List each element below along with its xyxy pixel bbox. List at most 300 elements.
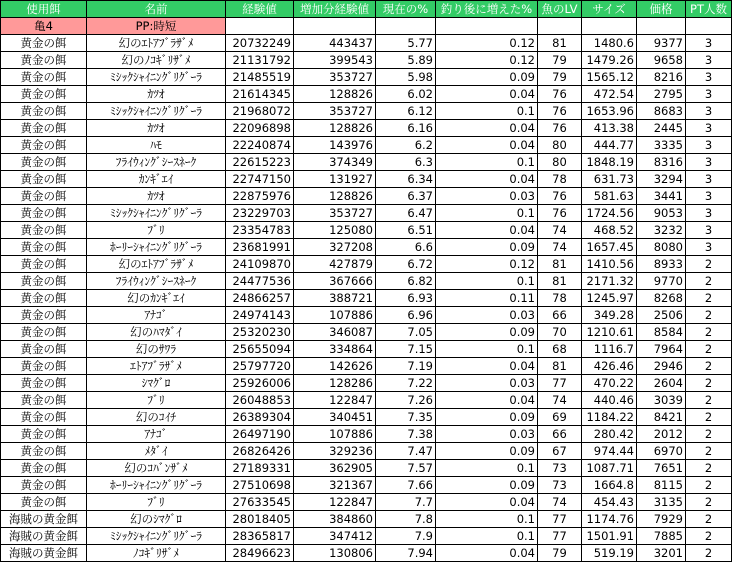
exp-gain-cell: 128286 [294,375,376,392]
bait-cell: 黄金の餌 [1,426,87,443]
bait-cell: 黄金の餌 [1,35,87,52]
exp-gain-cell: 374349 [294,154,376,171]
size-cell: 974.44 [582,443,637,460]
fish-name-cell: ｼﾏｸﾞﾛ [87,375,226,392]
percent-gain-cell: 0.1 [436,273,538,290]
size-cell: 468.52 [582,222,637,239]
size-cell: 1210.61 [582,324,637,341]
fish-name-cell: ﾌﾗｲｳｨﾝｸﾞｼｰｽﾈｰｸ [87,154,226,171]
empty-cell [226,18,294,35]
percent-gain-cell: 0.1 [436,205,538,222]
table-row [1,188,732,205]
party-size-cell: 2 [686,392,732,409]
fish-level-cell: 78 [538,171,582,188]
exp-cell: 22240874 [226,137,294,154]
exp-cell: 26497190 [226,426,294,443]
subheader-pp: PP:時短 [87,18,226,35]
header-name: 名前 [87,1,226,18]
exp-gain-cell: 340451 [294,409,376,426]
percent-gain-cell: 0.1 [436,341,538,358]
bait-cell: 黄金の餌 [1,358,87,375]
size-cell: 1174.76 [582,511,637,528]
fish-name-cell: ｶﾂｵ [87,188,226,205]
party-size-cell: 3 [686,52,732,69]
party-size-cell: 2 [686,341,732,358]
price-cell: 2604 [637,375,686,392]
bait-cell: 海賊の黄金餌 [1,511,87,528]
current-percent-cell: 7.9 [376,528,436,545]
table-row [1,307,732,324]
party-size-cell: 3 [686,103,732,120]
current-percent-cell: 6.82 [376,273,436,290]
fish-name-cell: ｶﾝｷﾞｴｲ [87,171,226,188]
exp-gain-cell: 353727 [294,103,376,120]
fish-name-cell: ｴﾄｱﾌﾞﾗｻﾞﾒ [87,358,226,375]
percent-gain-cell: 0.1 [436,154,538,171]
fish-level-cell: 66 [538,307,582,324]
fish-name-cell: ﾐｼｯｸｼｬｲﾆﾝｸﾞﾘｸﾞｰﾗ [87,103,226,120]
current-percent-cell: 7.57 [376,460,436,477]
fish-name-cell: 幻のｺﾊﾞﾝｻﾞﾒ [87,460,226,477]
percent-gain-cell: 0.1 [436,103,538,120]
table-row [1,324,732,341]
subheader-turtle: 亀4 [1,18,87,35]
fish-name-cell: ﾊﾓ [87,137,226,154]
fish-name-cell: ﾎｰﾘｰｼｬｲﾆﾝｸﾞﾘｸﾞｰﾗ [87,477,226,494]
exp-gain-cell: 128826 [294,120,376,137]
exp-cell: 28496623 [226,545,294,562]
party-size-cell: 2 [686,307,732,324]
bait-cell: 黄金の餌 [1,52,87,69]
table-row [1,256,732,273]
exp-cell: 27510698 [226,477,294,494]
size-cell: 1480.6 [582,35,637,52]
fish-name-cell: 幻のﾉｺｷﾞﾘｻﾞﾒ [87,52,226,69]
percent-gain-cell: 0.03 [436,375,538,392]
fish-name-cell: 幻のｴﾄｱﾌﾞﾗｻﾞﾒ [87,35,226,52]
party-size-cell: 3 [686,120,732,137]
size-cell: 413.38 [582,120,637,137]
fish-name-cell: 幻のｺｲﾁ [87,409,226,426]
fish-level-cell: 74 [538,222,582,239]
table-row [1,528,732,545]
size-cell: 2171.32 [582,273,637,290]
party-size-cell: 2 [686,545,732,562]
percent-gain-cell: 0.04 [436,392,538,409]
party-size-cell: 2 [686,528,732,545]
price-cell: 3232 [637,222,686,239]
size-cell: 1087.71 [582,460,637,477]
bait-cell: 黄金の餌 [1,375,87,392]
exp-cell: 27189331 [226,460,294,477]
exp-gain-cell: 347412 [294,528,376,545]
percent-gain-cell: 0.12 [436,52,538,69]
size-cell: 1724.56 [582,205,637,222]
party-size-cell: 2 [686,477,732,494]
exp-gain-cell: 388721 [294,290,376,307]
bait-cell: 黄金の餌 [1,409,87,426]
percent-gain-cell: 0.1 [436,511,538,528]
fish-level-cell: 69 [538,409,582,426]
price-cell: 2445 [637,120,686,137]
bait-cell: 黄金の餌 [1,188,87,205]
current-percent-cell: 6.6 [376,239,436,256]
bait-cell: 黄金の餌 [1,307,87,324]
fish-name-cell: ﾐｼｯｸｼｬｲﾆﾝｸﾞﾘｸﾞｰﾗ [87,528,226,545]
size-cell: 1657.45 [582,239,637,256]
fish-level-cell: 67 [538,443,582,460]
party-size-cell: 3 [686,137,732,154]
percent-gain-cell: 0.04 [436,358,538,375]
bait-cell: 黄金の餌 [1,341,87,358]
fish-name-cell: 幻のﾊﾏﾀﾞｲ [87,324,226,341]
fish-level-cell: 66 [538,426,582,443]
price-cell: 8316 [637,154,686,171]
bait-cell: 黄金の餌 [1,120,87,137]
table-row [1,205,732,222]
table-row [1,409,732,426]
percent-gain-cell: 0.04 [436,494,538,511]
percent-gain-cell: 0.1 [436,460,538,477]
bait-cell: 黄金の餌 [1,443,87,460]
empty-cell [436,18,538,35]
percent-gain-cell: 0.12 [436,256,538,273]
fish-level-cell: 77 [538,511,582,528]
header-exp: 経験値 [226,1,294,18]
table-row [1,273,732,290]
bait-cell: 黄金の餌 [1,137,87,154]
price-cell: 8421 [637,409,686,426]
exp-gain-cell: 128826 [294,86,376,103]
size-cell: 631.73 [582,171,637,188]
exp-gain-cell: 399543 [294,52,376,69]
fish-name-cell: ﾐｼｯｸｼｬｲﾆﾝｸﾞﾘｸﾞｰﾗ [87,69,226,86]
table-row [1,137,732,154]
price-cell: 9377 [637,35,686,52]
size-cell: 440.46 [582,392,637,409]
bait-cell: 黄金の餌 [1,86,87,103]
price-cell: 8115 [637,477,686,494]
price-cell: 9770 [637,273,686,290]
exp-gain-cell: 329236 [294,443,376,460]
fish-level-cell: 76 [538,120,582,137]
size-cell: 581.63 [582,188,637,205]
percent-gain-cell: 0.04 [436,137,538,154]
percent-gain-cell: 0.12 [436,35,538,52]
current-percent-cell: 6.02 [376,86,436,103]
exp-gain-cell: 142626 [294,358,376,375]
fish-name-cell: 幻のｴﾄｱﾌﾞﾗｻﾞﾒ [87,256,226,273]
size-cell: 472.54 [582,86,637,103]
current-percent-cell: 6.12 [376,103,436,120]
price-cell: 3201 [637,545,686,562]
size-cell: 1116.7 [582,341,637,358]
size-cell: 280.42 [582,426,637,443]
fish-name-cell: ﾎｰﾘｰｼｬｲﾆﾝｸﾞﾘｸﾞｰﾗ [87,239,226,256]
fish-name-cell: 幻のｼﾏｸﾞﾛ [87,511,226,528]
size-cell: 1245.97 [582,290,637,307]
current-percent-cell: 7.15 [376,341,436,358]
fish-level-cell: 77 [538,375,582,392]
exp-gain-cell: 443437 [294,35,376,52]
current-percent-cell: 6.51 [376,222,436,239]
exp-cell: 25320230 [226,324,294,341]
party-size-cell: 3 [686,188,732,205]
price-cell: 9658 [637,52,686,69]
fish-level-cell: 74 [538,239,582,256]
fish-name-cell: ｱﾅｺﾞ [87,307,226,324]
exp-gain-cell: 353727 [294,69,376,86]
subheader-row [1,18,732,35]
party-size-cell: 3 [686,86,732,103]
price-cell: 9053 [637,205,686,222]
party-size-cell: 2 [686,460,732,477]
fish-level-cell: 76 [538,86,582,103]
exp-gain-cell: 384860 [294,511,376,528]
exp-cell: 21131792 [226,52,294,69]
empty-cell [294,18,376,35]
fish-name-cell: ｱﾅｺﾞ [87,426,226,443]
party-size-cell: 2 [686,290,732,307]
bait-cell: 海賊の黄金餌 [1,545,87,562]
exp-cell: 22615223 [226,154,294,171]
fish-name-cell: ﾌﾗｲｳｨﾝｸﾞｼｰｽﾈｰｸ [87,273,226,290]
exp-gain-cell: 122847 [294,494,376,511]
fish-level-cell: 81 [538,256,582,273]
current-percent-cell: 7.38 [376,426,436,443]
table-row [1,103,732,120]
party-size-cell: 3 [686,239,732,256]
fish-level-cell: 80 [538,154,582,171]
price-cell: 2946 [637,358,686,375]
fish-level-cell: 73 [538,477,582,494]
price-cell: 7885 [637,528,686,545]
price-cell: 7964 [637,341,686,358]
exp-cell: 26826426 [226,443,294,460]
table-row [1,171,732,188]
current-percent-cell: 7.8 [376,511,436,528]
fish-level-cell: 74 [538,392,582,409]
size-cell: 519.19 [582,545,637,562]
bait-cell: 黄金の餌 [1,205,87,222]
price-cell: 3135 [637,494,686,511]
current-percent-cell: 5.77 [376,35,436,52]
fish-level-cell: 79 [538,69,582,86]
price-cell: 7651 [637,460,686,477]
header-price: 価格 [637,1,686,18]
current-percent-cell: 7.26 [376,392,436,409]
exp-gain-cell: 122847 [294,392,376,409]
current-percent-cell: 5.98 [376,69,436,86]
fish-name-cell: ﾌﾞﾘ [87,494,226,511]
fish-name-cell: ﾒﾀﾞｲ [87,443,226,460]
fish-level-cell: 76 [538,205,582,222]
current-percent-cell: 7.94 [376,545,436,562]
exp-cell: 26048853 [226,392,294,409]
size-cell: 1653.96 [582,103,637,120]
bait-cell: 黄金の餌 [1,171,87,188]
price-cell: 2012 [637,426,686,443]
fish-level-cell: 74 [538,494,582,511]
bait-cell: 黄金の餌 [1,69,87,86]
price-cell: 8584 [637,324,686,341]
table-row [1,545,732,562]
bait-cell: 黄金の餌 [1,392,87,409]
percent-gain-cell: 0.03 [436,188,538,205]
party-size-cell: 3 [686,69,732,86]
exp-cell: 20732249 [226,35,294,52]
current-percent-cell: 6.72 [376,256,436,273]
fish-level-cell: 81 [538,358,582,375]
percent-gain-cell: 0.03 [436,426,538,443]
exp-gain-cell: 131927 [294,171,376,188]
size-cell: 1501.91 [582,528,637,545]
fish-level-cell: 78 [538,290,582,307]
exp-cell: 22747150 [226,171,294,188]
fish-level-cell: 73 [538,460,582,477]
exp-cell: 23229703 [226,205,294,222]
price-cell: 8268 [637,290,686,307]
empty-cell [686,18,732,35]
party-size-cell: 3 [686,222,732,239]
size-cell: 444.77 [582,137,637,154]
exp-cell: 21614345 [226,86,294,103]
size-cell: 1848.19 [582,154,637,171]
table-row [1,375,732,392]
current-percent-cell: 6.3 [376,154,436,171]
current-percent-cell: 7.05 [376,324,436,341]
current-percent-cell: 7.35 [376,409,436,426]
current-percent-cell: 6.37 [376,188,436,205]
party-size-cell: 3 [686,35,732,52]
bait-cell: 黄金の餌 [1,273,87,290]
exp-cell: 24974143 [226,307,294,324]
exp-cell: 22096898 [226,120,294,137]
table-row [1,222,732,239]
table-row [1,120,732,137]
price-cell: 3294 [637,171,686,188]
price-cell: 8933 [637,256,686,273]
table-row [1,290,732,307]
party-size-cell: 2 [686,256,732,273]
exp-gain-cell: 367666 [294,273,376,290]
table-row [1,86,732,103]
percent-gain-cell: 0.04 [436,86,538,103]
current-percent-cell: 6.34 [376,171,436,188]
exp-cell: 26389304 [226,409,294,426]
price-cell: 7929 [637,511,686,528]
party-size-cell: 2 [686,375,732,392]
party-size-cell: 2 [686,273,732,290]
exp-gain-cell: 362905 [294,460,376,477]
price-cell: 3441 [637,188,686,205]
size-cell: 426.46 [582,358,637,375]
fish-level-cell: 80 [538,137,582,154]
party-size-cell: 2 [686,409,732,426]
current-percent-cell: 6.16 [376,120,436,137]
exp-gain-cell: 321367 [294,477,376,494]
size-cell: 1184.22 [582,409,637,426]
fish-name-cell: ｶﾂｵ [87,120,226,137]
table-row [1,511,732,528]
header-size: サイズ [582,1,637,18]
fish-name-cell: ｶﾂｵ [87,86,226,103]
current-percent-cell: 5.89 [376,52,436,69]
bait-cell: 黄金の餌 [1,256,87,273]
exp-gain-cell: 346087 [294,324,376,341]
exp-gain-cell: 107886 [294,307,376,324]
exp-cell: 25926006 [226,375,294,392]
size-cell: 1664.8 [582,477,637,494]
table-row [1,460,732,477]
exp-gain-cell: 334864 [294,341,376,358]
party-size-cell: 2 [686,358,732,375]
price-cell: 6970 [637,443,686,460]
percent-gain-cell: 0.09 [436,409,538,426]
exp-gain-cell: 353727 [294,205,376,222]
percent-gain-cell: 0.09 [436,69,538,86]
exp-gain-cell: 143976 [294,137,376,154]
percent-gain-cell: 0.04 [436,120,538,137]
party-size-cell: 2 [686,426,732,443]
exp-cell: 21485519 [226,69,294,86]
bait-cell: 黄金の餌 [1,222,87,239]
party-size-cell: 2 [686,494,732,511]
fish-level-cell: 76 [538,188,582,205]
exp-cell: 27633545 [226,494,294,511]
size-cell: 454.43 [582,494,637,511]
size-cell: 1565.12 [582,69,637,86]
table-row [1,239,732,256]
exp-gain-cell: 125080 [294,222,376,239]
fish-name-cell: ﾌﾞﾘ [87,222,226,239]
exp-cell: 24109870 [226,256,294,273]
current-percent-cell: 7.22 [376,375,436,392]
size-cell: 470.22 [582,375,637,392]
header-row [1,1,732,18]
header-percent-gain: 釣り後に増えた% [436,1,538,18]
exp-gain-cell: 427879 [294,256,376,273]
price-cell: 8080 [637,239,686,256]
header-party-size: PT人数 [686,1,732,18]
party-size-cell: 3 [686,171,732,188]
percent-gain-cell: 0.1 [436,528,538,545]
bait-cell: 黄金の餌 [1,103,87,120]
fish-name-cell: ﾉｺｷﾞﾘｻﾞﾒ [87,545,226,562]
exp-cell: 23681991 [226,239,294,256]
table-row [1,35,732,52]
current-percent-cell: 7.19 [376,358,436,375]
exp-gain-cell: 128826 [294,188,376,205]
current-percent-cell: 6.47 [376,205,436,222]
table-row [1,494,732,511]
fish-name-cell: ﾐｼｯｸｼｬｲﾆﾝｸﾞﾘｸﾞｰﾗ [87,205,226,222]
bait-cell: 黄金の餌 [1,477,87,494]
percent-gain-cell: 0.11 [436,290,538,307]
fish-level-cell: 76 [538,103,582,120]
fish-name-cell: 幻のｻﾜﾗ [87,341,226,358]
price-cell: 2506 [637,307,686,324]
fish-level-cell: 68 [538,341,582,358]
empty-cell [538,18,582,35]
percent-gain-cell: 0.04 [436,545,538,562]
current-percent-cell: 7.47 [376,443,436,460]
exp-cell: 24866257 [226,290,294,307]
party-size-cell: 3 [686,205,732,222]
table-row [1,477,732,494]
price-cell: 2795 [637,86,686,103]
size-cell: 349.28 [582,307,637,324]
